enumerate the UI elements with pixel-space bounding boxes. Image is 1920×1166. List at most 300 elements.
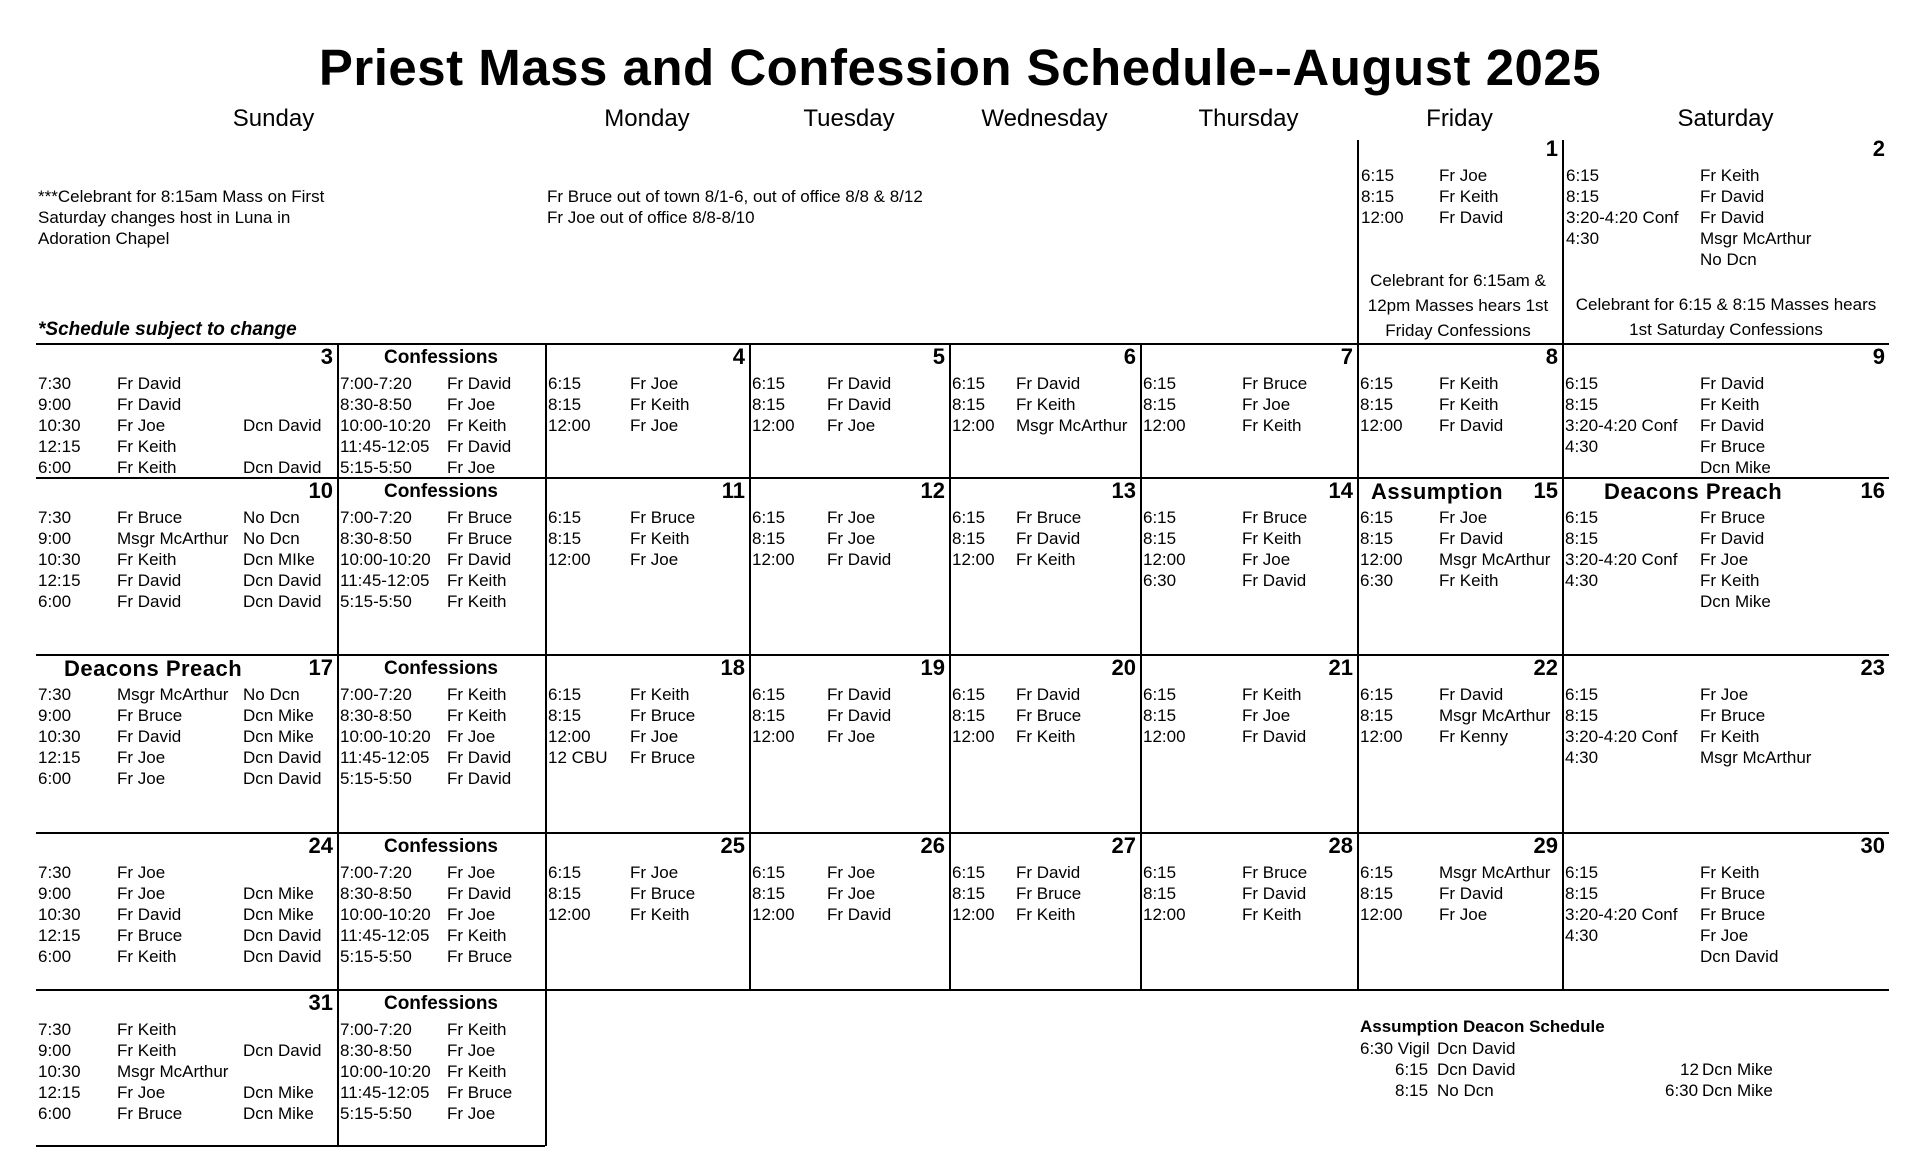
celebrant: Fr Keith bbox=[117, 947, 177, 966]
mass-time: 6:15 bbox=[1143, 508, 1177, 527]
mass-time: 6:15 bbox=[952, 374, 986, 393]
deacon-time: 6:15 bbox=[1395, 1060, 1429, 1079]
confessor: Fr Keith bbox=[447, 416, 507, 435]
day-number: 16 bbox=[1860, 478, 1885, 503]
celebrant: Fr David bbox=[1700, 208, 1765, 227]
confession-time: 5:15-5:50 bbox=[340, 592, 412, 611]
confession-time: 8:30-8:50 bbox=[340, 395, 412, 414]
deacons-preach-banner: Deacons Preach bbox=[1604, 479, 1783, 504]
deacon: Dcn Mike bbox=[243, 1083, 314, 1102]
mass-time: 6:00 bbox=[38, 592, 72, 611]
confessions-cell bbox=[337, 990, 545, 1146]
celebrant: Fr Joe bbox=[1439, 166, 1488, 185]
celebrant: Fr Joe bbox=[827, 416, 876, 435]
celebrant: Fr David bbox=[117, 727, 182, 746]
day-cell-22 bbox=[1357, 655, 1562, 833]
confessor: Fr Keith bbox=[447, 1062, 507, 1081]
day-number: 2 bbox=[1872, 136, 1885, 161]
mass-time: 8:15 bbox=[1360, 395, 1394, 414]
confession-time: 11:45-12:05 bbox=[340, 1083, 430, 1102]
celebrant: Fr Keith bbox=[117, 1020, 177, 1039]
confessor: Fr Bruce bbox=[447, 508, 513, 527]
celebrant: Fr Keith bbox=[1242, 416, 1302, 435]
mass-time: 9:00 bbox=[38, 1041, 72, 1060]
day-number: 28 bbox=[1328, 833, 1353, 858]
mass-time: 10:30 bbox=[38, 727, 81, 746]
celebrant: Fr Joe bbox=[630, 374, 679, 393]
celebrant: Fr Keith bbox=[117, 437, 177, 456]
celebrant: Fr David bbox=[827, 706, 892, 725]
celebrant: Fr Keith bbox=[1242, 905, 1302, 924]
deacon: Dcn Mike bbox=[243, 905, 314, 924]
confessor: Fr David bbox=[447, 748, 512, 767]
confession-time: 7:00-7:20 bbox=[340, 1020, 412, 1039]
mass-time: 8:15 bbox=[1360, 884, 1394, 903]
day-cell-12 bbox=[749, 478, 949, 655]
celebrant: Fr Keith bbox=[630, 395, 690, 414]
celebrant: Fr Joe bbox=[117, 863, 166, 882]
mass-time: 6:15 bbox=[548, 508, 582, 527]
mass-time: 6:15 bbox=[1143, 685, 1177, 704]
celebrant: Fr David bbox=[1700, 187, 1765, 206]
day-number: 3 bbox=[320, 344, 333, 369]
mass-time: 12:00 bbox=[1143, 416, 1186, 435]
celebrant: Msgr McArthur bbox=[1439, 863, 1551, 882]
celebrant: Fr Joe bbox=[630, 727, 679, 746]
mass-time: 8:15 bbox=[1143, 706, 1177, 725]
celebrant: Fr Joe bbox=[630, 550, 679, 569]
day-cell-16 bbox=[1562, 478, 1889, 655]
mass-time: 8:15 bbox=[548, 395, 582, 414]
confession-time: 7:00-7:20 bbox=[340, 685, 412, 704]
celebrant: Fr Joe bbox=[1242, 395, 1291, 414]
deacon: Dcn David bbox=[243, 926, 322, 945]
mass-time: 8:15 bbox=[1143, 884, 1177, 903]
mass-time: 8:15 bbox=[1143, 529, 1177, 548]
day-number: 21 bbox=[1328, 655, 1353, 680]
day-cell-9 bbox=[1562, 344, 1889, 478]
celebrant: Fr Bruce bbox=[1700, 905, 1766, 924]
celebrant: Fr Bruce bbox=[1242, 374, 1308, 393]
celebrant: Fr Keith bbox=[117, 550, 177, 569]
mass-time: 8:15 bbox=[548, 884, 582, 903]
deacon: Dcn Mike bbox=[243, 884, 314, 903]
celebrant: Fr Keith bbox=[1016, 905, 1076, 924]
deacon-time: 6:30 bbox=[1665, 1081, 1699, 1100]
celebrant: Fr Bruce bbox=[1016, 706, 1082, 725]
celebrant: Dcn Mike bbox=[1700, 592, 1771, 611]
confessor: Fr Bruce bbox=[447, 1083, 513, 1102]
mass-time: 12:00 bbox=[752, 727, 795, 746]
deacon-name: Dcn Mike bbox=[1702, 1081, 1773, 1100]
celebrant: Fr Joe bbox=[827, 884, 876, 903]
deacon-time: 12 bbox=[1680, 1060, 1699, 1079]
mass-time: 12:00 bbox=[752, 550, 795, 569]
day-cell-14 bbox=[1140, 478, 1357, 655]
mass-time: 8:15 bbox=[952, 395, 986, 414]
celebrant: Msgr McArthur bbox=[117, 529, 229, 548]
confession-time: 11:45-12:05 bbox=[340, 437, 430, 456]
mass-time: 10:30 bbox=[38, 416, 81, 435]
mass-time: 12:00 bbox=[1361, 208, 1404, 227]
fr-joe-note: Fr Joe out of office 8/8-8/10 bbox=[547, 208, 755, 227]
deacons-preach-banner: Deacons Preach bbox=[64, 656, 243, 681]
day-number: 15 bbox=[1533, 478, 1558, 503]
mass-time: 12:15 bbox=[38, 748, 81, 767]
confessions-cell bbox=[337, 655, 545, 833]
day-cell-26 bbox=[749, 833, 949, 990]
confession-time: 8:30-8:50 bbox=[340, 529, 412, 548]
mass-time: 3:20-4:20 Conf bbox=[1565, 905, 1678, 924]
mass-time: 8:15 bbox=[1360, 706, 1394, 725]
celebrant: Fr Bruce bbox=[1700, 884, 1766, 903]
confessor: Fr Joe bbox=[447, 1041, 496, 1060]
celebrant: Fr David bbox=[117, 374, 182, 393]
mass-time: 6:15 bbox=[952, 508, 986, 527]
celebrant: Msgr McArthur bbox=[1439, 706, 1551, 725]
confession-time: 5:15-5:50 bbox=[340, 458, 412, 477]
celebrant: Fr David bbox=[1016, 529, 1081, 548]
mass-time: 3:20-4:20 Conf bbox=[1565, 550, 1678, 569]
mass-time: 7:30 bbox=[38, 1020, 72, 1039]
celebrant: Fr Keith bbox=[630, 905, 690, 924]
mass-time: 12:00 bbox=[548, 727, 591, 746]
deacon-name: No Dcn bbox=[1437, 1081, 1494, 1100]
mass-time: 12:00 bbox=[548, 416, 591, 435]
celebrant: Fr Bruce bbox=[1700, 437, 1766, 456]
mass-time: 8:15 bbox=[752, 529, 786, 548]
confessions-cell bbox=[337, 344, 545, 478]
celebrant: Fr David bbox=[117, 905, 182, 924]
day-cell-28 bbox=[1140, 833, 1357, 990]
confessor: Fr David bbox=[447, 437, 512, 456]
day-cell-21 bbox=[1140, 655, 1357, 833]
mass-time: 4:30 bbox=[1565, 437, 1599, 456]
day-cell-25 bbox=[545, 833, 749, 990]
celebrant: Fr Bruce bbox=[630, 706, 696, 725]
mass-time: 12:00 bbox=[1360, 905, 1403, 924]
mass-time: 10:30 bbox=[38, 1062, 81, 1081]
celebrant: Fr Joe bbox=[1439, 508, 1488, 527]
mass-time: 6:30 bbox=[1143, 571, 1177, 590]
celebrant: Msgr McArthur bbox=[117, 1062, 229, 1081]
confessor: Fr David bbox=[447, 769, 512, 788]
day-number: 12 bbox=[920, 478, 945, 503]
mass-time: 6:00 bbox=[38, 1104, 72, 1123]
confessions-cell bbox=[337, 833, 545, 990]
mass-time: 6:15 bbox=[1360, 508, 1394, 527]
celebrant: Fr David bbox=[1242, 571, 1307, 590]
celebrant: Fr Keith bbox=[1439, 571, 1499, 590]
deacon: No Dcn bbox=[243, 508, 300, 527]
celebrant: Fr Bruce bbox=[1016, 884, 1082, 903]
celebrant: Fr Bruce bbox=[117, 926, 183, 945]
day-cell-31 bbox=[36, 990, 337, 1146]
celebrant: Fr Joe bbox=[1700, 550, 1749, 569]
celebrant: Fr David bbox=[1439, 884, 1504, 903]
day-number: 11 bbox=[721, 478, 745, 503]
confessor: Fr Bruce bbox=[447, 947, 513, 966]
confessor: Fr Keith bbox=[447, 926, 507, 945]
day-cell-4 bbox=[545, 344, 749, 478]
day-cell-30 bbox=[1562, 833, 1889, 990]
day-header-monday: Monday bbox=[604, 105, 690, 132]
schedule-subject-note: *Schedule subject to change bbox=[38, 319, 297, 340]
day-number: 6 bbox=[1123, 344, 1136, 369]
day-number: 31 bbox=[308, 990, 333, 1015]
mass-time: 12:00 bbox=[952, 416, 995, 435]
mass-time: 6:15 bbox=[1565, 863, 1599, 882]
confession-time: 10:00-10:20 bbox=[340, 727, 431, 746]
mass-time: 7:30 bbox=[38, 374, 72, 393]
confession-time: 5:15-5:50 bbox=[340, 947, 412, 966]
day-cell-24 bbox=[36, 833, 337, 990]
mass-time: 7:30 bbox=[38, 863, 72, 882]
celebrant: Fr Keith bbox=[1439, 395, 1499, 414]
mass-time: 6:15 bbox=[548, 863, 582, 882]
celebrant: Fr Joe bbox=[117, 769, 166, 788]
celebrant: Fr Bruce bbox=[117, 706, 183, 725]
deacon: Dcn David bbox=[243, 458, 322, 477]
confession-time: 5:15-5:50 bbox=[340, 769, 412, 788]
celebrant: Fr Bruce bbox=[1242, 508, 1308, 527]
mass-time: 12:15 bbox=[38, 926, 81, 945]
mass-time: 9:00 bbox=[38, 706, 72, 725]
day-number: 1 bbox=[1545, 136, 1558, 161]
mass-time: 6:15 bbox=[1565, 685, 1599, 704]
mass-time: 8:15 bbox=[1565, 706, 1599, 725]
day-number: 10 bbox=[308, 478, 333, 503]
mass-time: 4:30 bbox=[1566, 229, 1600, 248]
mass-time: 12:00 bbox=[1143, 550, 1186, 569]
celebrant: No Dcn bbox=[1700, 250, 1757, 269]
day-number: 24 bbox=[308, 833, 333, 858]
day-header-friday: Friday bbox=[1426, 105, 1493, 132]
confessor: Fr Joe bbox=[447, 727, 496, 746]
confession-time: 10:00-10:20 bbox=[340, 550, 431, 569]
confession-time: 10:00-10:20 bbox=[340, 416, 431, 435]
mass-time: 6:15 bbox=[752, 508, 786, 527]
confessor: Fr Joe bbox=[447, 458, 496, 477]
celebrant: Fr Joe bbox=[117, 748, 166, 767]
celebrant: Fr Joe bbox=[827, 508, 876, 527]
mass-time: 6:15 bbox=[952, 685, 986, 704]
celebrant: Fr Bruce bbox=[1700, 706, 1766, 725]
celebrant: Fr Keith bbox=[1439, 374, 1499, 393]
mass-time: 6:15 bbox=[1566, 166, 1600, 185]
celebrant: Fr David bbox=[827, 374, 892, 393]
mass-time: 8:15 bbox=[1565, 395, 1599, 414]
mass-time: 7:30 bbox=[38, 685, 72, 704]
day-number: 19 bbox=[920, 655, 945, 680]
confession-time: 11:45-12:05 bbox=[340, 926, 430, 945]
celebrant: Fr David bbox=[827, 395, 892, 414]
mass-time: 6:00 bbox=[38, 947, 72, 966]
confessions-cell bbox=[337, 478, 545, 655]
deacon-name: Dcn Mike bbox=[1702, 1060, 1773, 1079]
day-cell-15 bbox=[1357, 478, 1562, 655]
day-cell-11 bbox=[545, 478, 749, 655]
confessor: Fr Joe bbox=[447, 905, 496, 924]
celebrant: Fr Joe bbox=[827, 727, 876, 746]
grid-line bbox=[545, 990, 547, 1146]
mass-time: 12:15 bbox=[38, 437, 81, 456]
mass-time: 6:15 bbox=[1565, 374, 1599, 393]
mass-time: 8:15 bbox=[1565, 529, 1599, 548]
mass-time: 6:15 bbox=[1360, 374, 1394, 393]
celebrant: Fr Keith bbox=[1016, 395, 1076, 414]
mass-time: 8:15 bbox=[1565, 884, 1599, 903]
deacon: No Dcn bbox=[243, 685, 300, 704]
deacon: Dcn David bbox=[243, 769, 322, 788]
day-cell-18 bbox=[545, 655, 749, 833]
day-number: 13 bbox=[1111, 478, 1136, 503]
day-number: 25 bbox=[720, 833, 745, 858]
deacon: Dcn David bbox=[243, 947, 322, 966]
day-number: 14 bbox=[1328, 478, 1353, 503]
celebrant: Fr David bbox=[827, 685, 892, 704]
celebrant: Fr David bbox=[827, 905, 892, 924]
confessor: Fr David bbox=[447, 884, 512, 903]
celebrant: Fr David bbox=[827, 550, 892, 569]
day-number: 27 bbox=[1111, 833, 1136, 858]
celebrant: Fr Joe bbox=[1242, 550, 1291, 569]
celebrant: Fr Bruce bbox=[1700, 508, 1766, 527]
mass-time: 8:15 bbox=[1360, 529, 1394, 548]
mass-time: 12:00 bbox=[1143, 727, 1186, 746]
confessor: Fr Joe bbox=[447, 395, 496, 414]
day-header-tuesday: Tuesday bbox=[803, 105, 895, 132]
mass-time: 10:30 bbox=[38, 550, 81, 569]
celebrant: Fr Joe bbox=[117, 416, 166, 435]
celebrant: Msgr McArthur bbox=[1700, 229, 1812, 248]
day-number: 18 bbox=[720, 655, 745, 680]
mass-time: 12:15 bbox=[38, 1083, 81, 1102]
day-header-thursday: Thursday bbox=[1198, 105, 1299, 132]
mass-time: 8:15 bbox=[952, 529, 986, 548]
celebrant: Fr David bbox=[117, 571, 182, 590]
day-number: 8 bbox=[1545, 344, 1558, 369]
celebrant: Fr Joe bbox=[1700, 685, 1749, 704]
mass-time: 6:15 bbox=[548, 374, 582, 393]
celebrant: Dcn Mike bbox=[1700, 458, 1771, 477]
day-header-saturday: Saturday bbox=[1677, 105, 1774, 132]
deacon: Dcn Mike bbox=[243, 1104, 314, 1123]
mass-time: 6:15 bbox=[548, 685, 582, 704]
mass-time: 12:00 bbox=[1360, 416, 1403, 435]
day-number: 9 bbox=[1872, 344, 1885, 369]
confessor: Fr Keith bbox=[447, 592, 507, 611]
celebrant: Fr Keith bbox=[630, 685, 690, 704]
mass-time: 12:00 bbox=[1360, 727, 1403, 746]
mass-time: 8:15 bbox=[952, 884, 986, 903]
day-number: 23 bbox=[1860, 655, 1885, 680]
deacon-name: Dcn David bbox=[1437, 1060, 1516, 1079]
celebrant: Fr Bruce bbox=[117, 1104, 183, 1123]
mass-time: 3:20-4:20 Conf bbox=[1565, 727, 1678, 746]
confessions-heading: Confessions bbox=[383, 347, 499, 368]
confessions-heading: Confessions bbox=[383, 658, 499, 679]
celebrant: Fr Joe bbox=[1700, 926, 1749, 945]
confession-time: 10:00-10:20 bbox=[340, 1062, 431, 1081]
mass-time: 6:15 bbox=[1565, 508, 1599, 527]
mass-time: 6:00 bbox=[38, 458, 72, 477]
page-title: Priest Mass and Confession Schedule--August 2025 bbox=[318, 39, 1602, 96]
celebrant: Fr David bbox=[1700, 374, 1765, 393]
deacon: Dcn David bbox=[243, 416, 322, 435]
celebrant: Fr David bbox=[117, 592, 182, 611]
celebrant: Fr David bbox=[1016, 685, 1081, 704]
day-cell-10 bbox=[36, 478, 337, 655]
confessor: Fr Joe bbox=[447, 863, 496, 882]
mass-time: 9:00 bbox=[38, 395, 72, 414]
day-header-sunday: Sunday bbox=[232, 105, 315, 132]
celebrant: Fr Keith bbox=[117, 1041, 177, 1060]
mass-time: 8:15 bbox=[1361, 187, 1395, 206]
day-cell-13 bbox=[949, 478, 1140, 655]
mass-time: 6:00 bbox=[38, 769, 72, 788]
mass-time: 8:15 bbox=[1566, 187, 1600, 206]
celebrant: Fr Keith bbox=[1016, 550, 1076, 569]
mass-time: 3:20-4:20 Conf bbox=[1566, 208, 1679, 227]
mass-time: 6:15 bbox=[752, 863, 786, 882]
celebrant: Fr Keith bbox=[1242, 685, 1302, 704]
mass-time: 12:00 bbox=[952, 550, 995, 569]
first-saturday-note: ***Celebrant for 8:15am Mass on First Saturday changes host in Luna in Adoration Chapel bbox=[38, 187, 325, 248]
deacon: Dcn David bbox=[243, 748, 322, 767]
celebrant: Fr David bbox=[1700, 529, 1765, 548]
day-cell-20 bbox=[949, 655, 1140, 833]
celebrant: Dcn David bbox=[1700, 947, 1779, 966]
confessor: Fr David bbox=[447, 550, 512, 569]
day-cell-19 bbox=[749, 655, 949, 833]
celebrant: Fr Keith bbox=[1700, 166, 1760, 185]
celebrant: Fr Keith bbox=[1700, 571, 1760, 590]
celebrant: Fr Joe bbox=[630, 416, 679, 435]
day-number: 29 bbox=[1533, 833, 1558, 858]
day-cell-23 bbox=[1562, 655, 1889, 833]
celebrant: Fr David bbox=[1439, 685, 1504, 704]
celebrant: Fr David bbox=[1439, 416, 1504, 435]
day-number: 17 bbox=[308, 655, 333, 680]
celebrant: Fr Joe bbox=[630, 863, 679, 882]
day-cell-27 bbox=[949, 833, 1140, 990]
deacon-name: Dcn David bbox=[1437, 1039, 1516, 1058]
deacon: No Dcn bbox=[243, 529, 300, 548]
confessor: Fr Bruce bbox=[447, 529, 513, 548]
celebrant: Fr Keith bbox=[1016, 727, 1076, 746]
confession-time: 8:30-8:50 bbox=[340, 884, 412, 903]
mass-time: 12:00 bbox=[1360, 550, 1403, 569]
mass-time: 4:30 bbox=[1565, 926, 1599, 945]
celebrant: Fr David bbox=[1439, 529, 1504, 548]
day-cell-1 bbox=[1357, 136, 1562, 336]
first-saturday-confession-note: Celebrant for 6:15 & 8:15 Masses hears 1st Saturday Confessions bbox=[1575, 295, 1877, 339]
mass-time: 6:15 bbox=[952, 863, 986, 882]
celebrant: Fr Joe bbox=[1242, 706, 1291, 725]
mass-time: 6:15 bbox=[752, 685, 786, 704]
mass-time: 12:00 bbox=[752, 416, 795, 435]
day-cell-29 bbox=[1357, 833, 1562, 990]
mass-time: 6:30 bbox=[1360, 571, 1394, 590]
confessions-heading: Confessions bbox=[383, 836, 499, 857]
mass-time: 10:30 bbox=[38, 905, 81, 924]
confession-time: 11:45-12:05 bbox=[340, 571, 430, 590]
celebrant: Fr Bruce bbox=[630, 508, 696, 527]
celebrant: Fr David bbox=[1242, 727, 1307, 746]
mass-time: 8:15 bbox=[952, 706, 986, 725]
mass-time: 12:00 bbox=[548, 550, 591, 569]
